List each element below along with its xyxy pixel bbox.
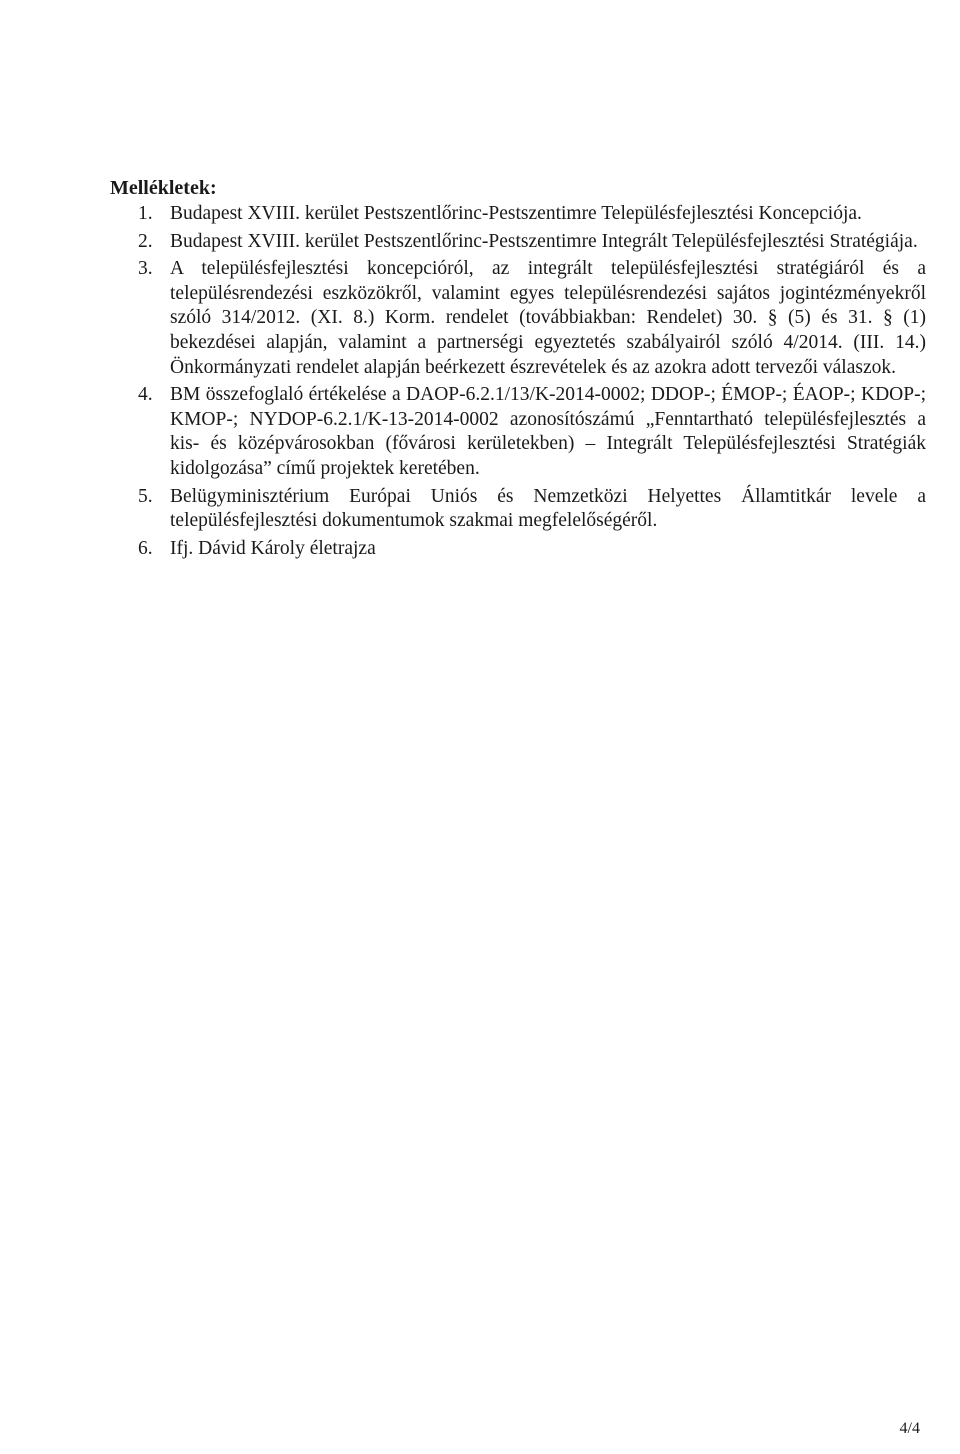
- list-item: [110, 230, 926, 255]
- list-item: [110, 537, 926, 562]
- list-item-number: 3.: [138, 258, 153, 280]
- list-item-number: 1.: [138, 203, 153, 224]
- list-item-text: BM összefoglaló értékelése a DAOP-6.2.1/13/K-2014-0002; DDOP-; ÉMOP-; ÉAOP-; KDOP-; KMOP-; NYDOP-6.2.1/K-13-2014-0002 azonosítószámú „Fenntartható településfejlesztés a kis- és középvárosokban (fővárosi kerületekben) – Integrált Településfejlesztési Stratégiák kidolgozása” című projektek keretében.: [170, 384, 926, 479]
- list-item: [110, 202, 926, 227]
- list-item-number: 4.: [138, 384, 153, 406]
- attachments-list: [110, 202, 926, 564]
- attachments-heading: Mellékletek:: [110, 177, 217, 199]
- list-item: [110, 383, 926, 481]
- list-item-number: 5.: [138, 485, 153, 507]
- page-number: 4/4: [899, 1420, 920, 1437]
- list-item-number: 2.: [138, 230, 153, 252]
- list-item: [110, 485, 926, 534]
- list-item-text: Ifj. Dávid Károly életrajza: [170, 537, 376, 559]
- list-item-text: Budapest XVIII. kerület Pestszentlőrinc-Pestszentimre Integrált Településfejlesztési Stratégiája.: [170, 230, 918, 252]
- list-item-number: 6.: [138, 537, 153, 559]
- list-item-text: Budapest XVIII. kerület Pestszentlőrinc-Pestszentimre Településfejlesztési Koncepciója.: [170, 203, 862, 224]
- list-item: [110, 257, 926, 380]
- list-item-text: Belügyminisztérium Európai Uniós és Nemzetközi Helyettes Államtitkár levele a településfejlesztési dokumentumok szakmai megfelelőségéről.: [170, 485, 926, 532]
- list-item-text: A településfejlesztési koncepcióról, az integrált településfejlesztési stratégiáról és a településrendezési eszközökről, valamint egyes településrendezési sajátos jogintézményekről szóló 314/2012. (XI. 8.) Korm. rendelet (továbbiakban: Rendelet) 30. § (5) és 31. § (1) bekezdései alapján, valamint a partnerségi egyeztetés szabályairól szóló 4/2014. (III. 14.) Önkormányzati rendelet alapján beérkezett észrevételek és az azokra adott tervezői válaszok.: [170, 258, 926, 378]
